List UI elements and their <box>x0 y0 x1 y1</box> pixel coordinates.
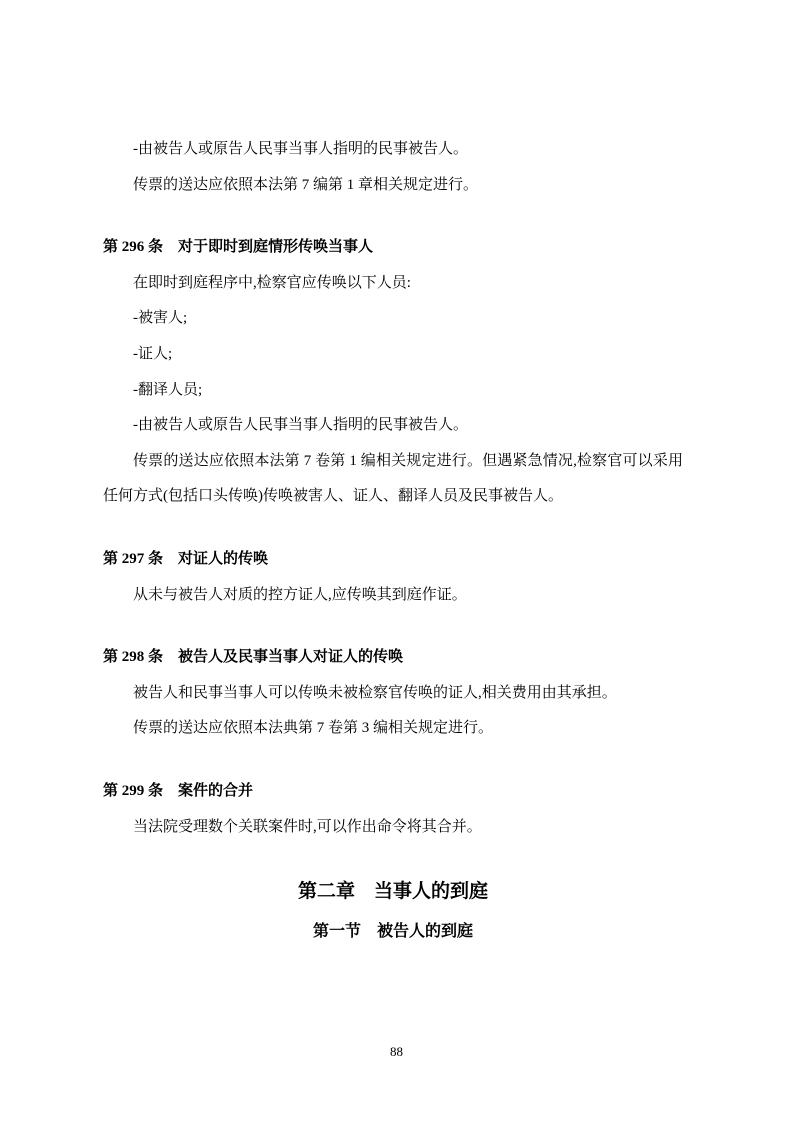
list-item-paragraph: -证人; <box>133 345 173 362</box>
article-296-heading: 第 296 条 对于即时到庭情形传唤当事人 <box>103 239 374 256</box>
body-paragraph: 传票的送达应依照本法第 7 编第 1 章相关规定进行。 <box>133 176 479 193</box>
body-paragraph: 从未与被告人对质的控方证人,应传唤其到庭作证。 <box>133 586 467 603</box>
list-item-paragraph: -翻译人员; <box>133 381 203 398</box>
page-number: 88 <box>390 1044 403 1059</box>
body-paragraph: 被告人和民事当事人可以传唤未被检察官传唤的证人,相关费用由其承担。 <box>133 684 617 701</box>
document-content <box>103 132 683 950</box>
list-item-paragraph: -被害人; <box>133 310 188 327</box>
body-paragraph: -由被告人或原告人民事当事人指明的民事被告人。 <box>133 141 468 157</box>
body-paragraph: 当法院受理数个关联案件时,可以作出命令将其合并。 <box>133 818 482 835</box>
article-297-heading: 第 297 条 对证人的传唤 <box>103 550 269 567</box>
body-paragraph: 在即时到庭程序中,检察官应传唤以下人员: <box>133 274 411 291</box>
chapter-heading: 第二章 当事人的到庭 <box>297 881 488 903</box>
list-item-paragraph: -由被告人或原告人民事当事人指明的民事被告人。 <box>133 417 468 434</box>
article-298-heading: 第 298 条 被告人及民事当事人对证人的传唤 <box>103 649 404 666</box>
body-paragraph: 传票的送达应依照本法典第 7 卷第 3 编相关规定进行。 <box>133 720 494 737</box>
section-heading: 第一节 被告人的到庭 <box>312 923 473 941</box>
body-paragraph: 传票的送达应依照本法第 7 卷第 1 编相关规定进行。但遇紧急情况,检察官可以采用任何方式(包括口头传唤)传唤被害人、证人、翻译人员及民事被告人。 <box>103 452 683 505</box>
article-299-heading: 第 299 条 案件的合并 <box>103 782 254 799</box>
